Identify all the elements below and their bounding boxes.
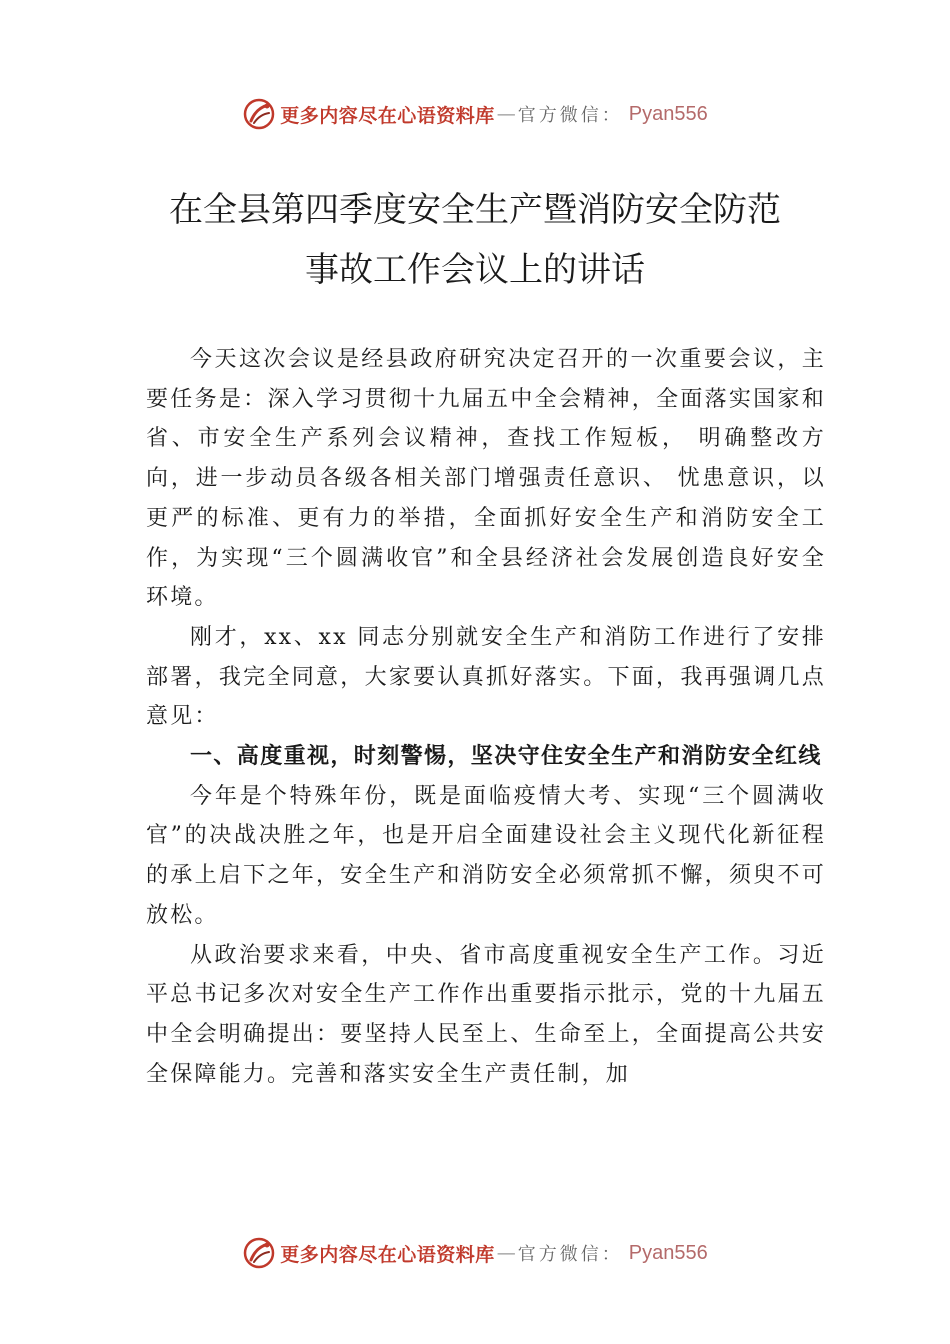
paragraph-intro: 今天这次会议是经县政府研究决定召开的一次重要会议，主要任务是：深入学习贯彻十九届五中全会精神，全面落实国家和省、市安全生产系列会议精神，查找工作短板， 明确整改方向，进一步动员各级各相关部门增强责任意识、 忧患意识，以更严的标准、更有力的举措，全面抓好安全生产和消防安全工作，为实现“三个圆满收官”和全县经济社会发展创造良好安全环境。 bbox=[146, 347, 826, 611]
watermark-wechat-id: Pyan556 bbox=[628, 1241, 708, 1264]
document-body bbox=[146, 340, 826, 1094]
section-heading-1: 一、高度重视，时刻警惕，坚决守住安全生产和消防安全红线 bbox=[190, 744, 822, 770]
brand-logo-icon bbox=[242, 1236, 276, 1270]
watermark-dash: — bbox=[496, 1242, 516, 1264]
watermark-main-text: 更多内容尽在心语资料库 bbox=[280, 1243, 495, 1266]
watermark-banner-top bbox=[0, 94, 950, 134]
watermark-main-text: 更多内容尽在心语资料库 bbox=[280, 104, 495, 127]
watermark-banner-bottom bbox=[0, 1233, 950, 1273]
watermark-dash: — bbox=[496, 103, 516, 125]
paragraph-political-requirement: 从政治要求来看，中央、省市高度重视安全生产工作。习近平总书记多次对安全生产工作作出重要指示批示，党的十九届五中全会明确提出：要坚持人民至上、生命至上，全面提高公共安全保障能力。完善和落实安全生产责任制，加 bbox=[146, 942, 826, 1087]
document-title-line1: 在全县第四季度安全生产暨消防安全防范 bbox=[169, 190, 781, 230]
document-title-line2: 事故工作会议上的讲话 bbox=[305, 250, 645, 290]
paragraph-special-year: 今年是个特殊年份，既是面临疫情大考、实现“三个圆满收官”的决战决胜之年，也是开启全面建设社会主义现代化新征程的承上启下之年，安全生产和消防安全必须常抓不懈，须臾不可放松。 bbox=[146, 783, 826, 928]
watermark-wechat-id: Pyan556 bbox=[628, 102, 708, 125]
brand-logo-icon bbox=[242, 97, 276, 131]
watermark-wechat-label: 官方微信： bbox=[517, 105, 623, 126]
paragraph-arrangement: 刚才，xx、xx 同志分别就安全生产和消防工作进行了安排部署，我完全同意，大家要认真抓好落实。下面，我再强调几点意见： bbox=[146, 624, 826, 730]
watermark-wechat-label: 官方微信： bbox=[517, 1244, 623, 1265]
